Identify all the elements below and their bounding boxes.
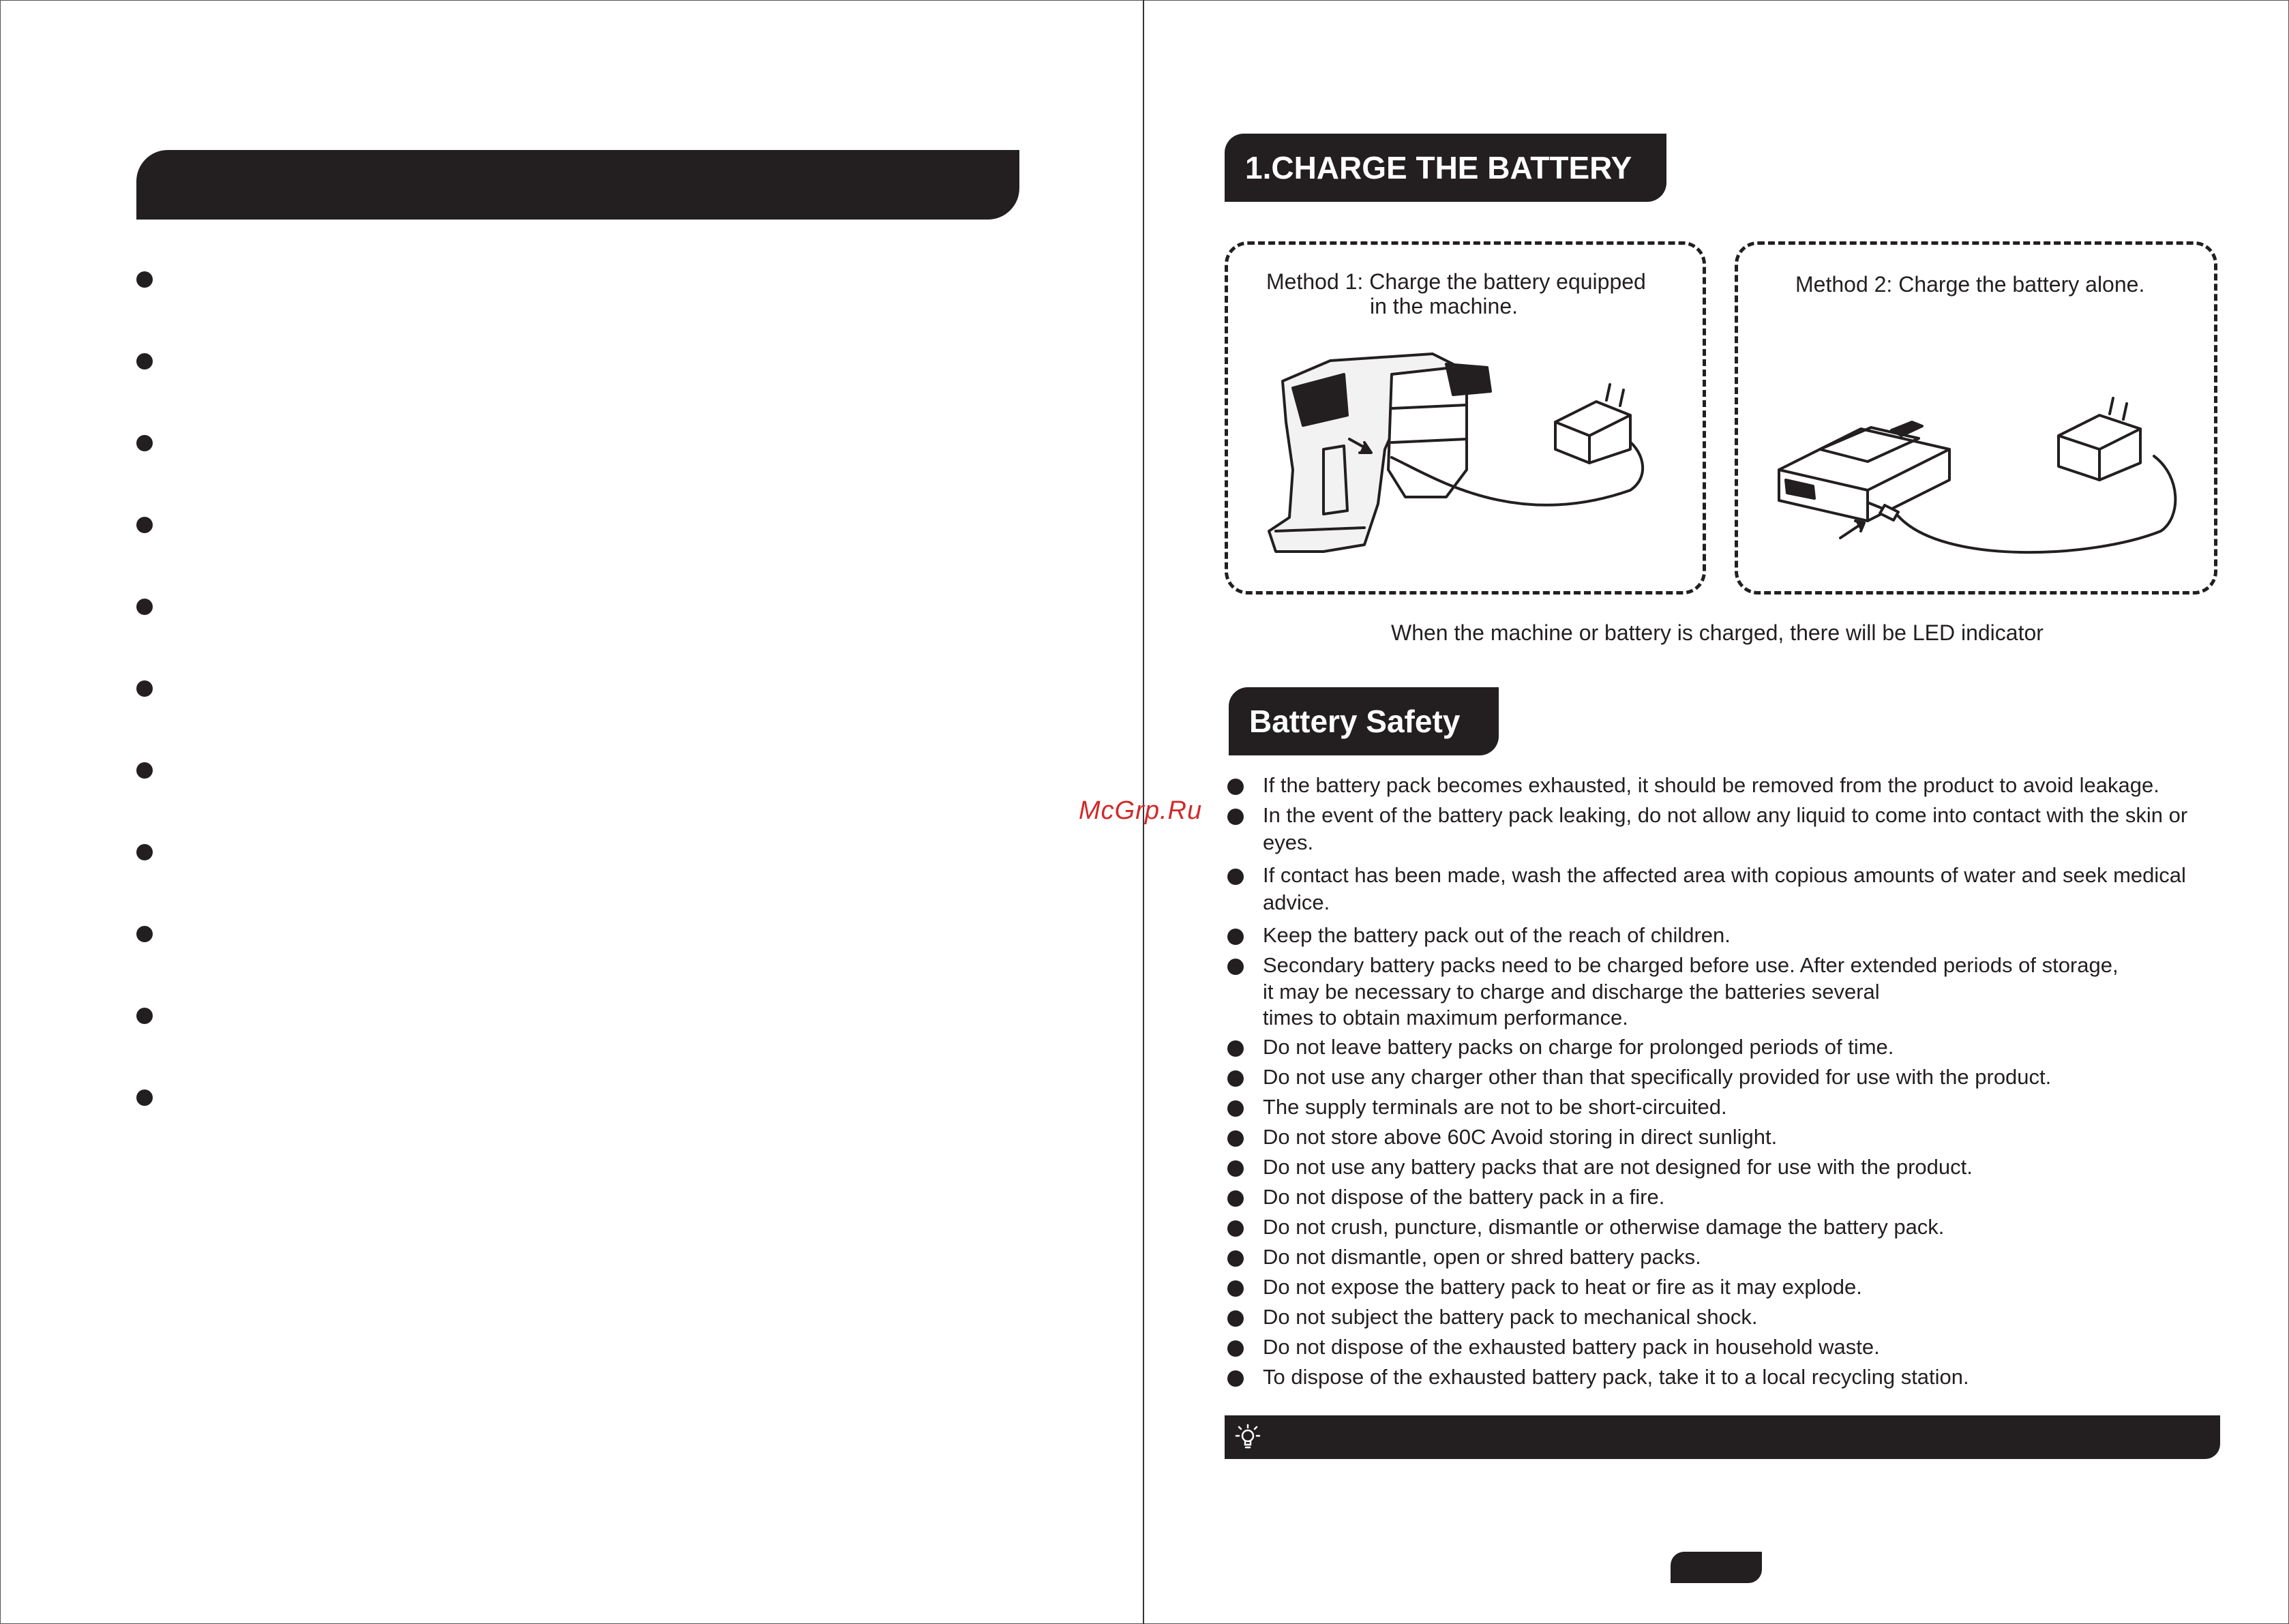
bullet-dot-icon: [1227, 869, 1244, 885]
method-1-panel: [1225, 241, 1706, 595]
list-item-text: In the event of the battery pack leaking, do not allow any liquid to come into contact with the skin or eyes.: [1263, 803, 2188, 854]
bullet-dot-icon: [1227, 1310, 1244, 1327]
list-item-text: Do not dispose of the battery pack in a fire.: [1263, 1185, 1665, 1209]
battery-charging-illustration: [1738, 245, 2214, 591]
bullet-dot-icon: [1227, 809, 1244, 825]
bullet-dot-icon: [1227, 1130, 1244, 1147]
list-item-text: To dispose of the exhausted battery pack, take it to a local recycling station.: [1263, 1365, 1969, 1389]
method-1-caption-line2: in the machine.: [1370, 294, 1518, 318]
bullet-dot-icon: [136, 844, 153, 860]
bullet-dot-icon: [1227, 1070, 1244, 1087]
bullet-dot-icon: [1227, 929, 1244, 945]
bullet-dot-icon: [136, 680, 153, 697]
bullet-dot-icon: [136, 599, 153, 615]
method-1-caption-line1: Method 1: Charge the battery equipped: [1266, 269, 1646, 294]
bullet-dot-icon: [136, 517, 153, 533]
vacuum-charging-illustration: [1228, 245, 1703, 591]
list-item-text: Do not crush, puncture, dismantle or otherwise damage the battery pack.: [1263, 1215, 1945, 1239]
led-indicator-note: When the machine or battery is charged, there will be LED indicator: [1391, 620, 2044, 645]
page-number-tab: [1671, 1552, 1762, 1583]
tip-bar: [1225, 1415, 2220, 1459]
bullet-dot-icon: [1227, 1160, 1244, 1177]
bullet-dot-icon: [1227, 1100, 1244, 1117]
bullet-dot-icon: [136, 271, 153, 288]
list-item-text: Do not store above 60C Avoid storing in direct sunlight.: [1263, 1125, 1778, 1149]
bullet-dot-icon: [136, 762, 153, 779]
bullet-dot-icon: [1227, 1370, 1244, 1387]
bullet-dot-icon: [1227, 1280, 1244, 1297]
bullet-dot-icon: [136, 1089, 153, 1106]
section-title-battery-safety: [1229, 687, 1499, 755]
bullet-dot-icon: [136, 926, 153, 942]
list-item-text: Do not leave battery packs on charge for prolonged periods of time.: [1263, 1035, 1894, 1059]
list-item-text: Do not use any battery packs that are not designed for use with the product.: [1263, 1155, 1973, 1179]
list-item-text: Secondary battery packs need to be charged before use. After extended periods of storage, it may be necessary to charge and discharge the batteries several times to obtain maximum performance.: [1263, 953, 2119, 1029]
list-item-text: Keep the battery pack out of the reach of children.: [1263, 923, 1731, 947]
left-page-header-bar: [136, 150, 1019, 220]
section-title-text: 1.CHARGE THE BATTERY: [1245, 150, 1632, 185]
bullet-dot-icon: [1227, 1340, 1244, 1357]
list-item-text: Do not dispose of the exhausted battery pack in household waste.: [1263, 1335, 1880, 1359]
list-item-text: Do not dismantle, open or shred battery packs.: [1263, 1245, 1701, 1269]
bullet-dot-icon: [1227, 1250, 1244, 1267]
list-item-text: If contact has been made, wash the affected area with copious amounts of water and seek medical advice.: [1263, 863, 2186, 914]
section-title-text: Battery Safety: [1249, 704, 1461, 739]
list-item-text: If the battery pack becomes exhausted, it should be removed from the product to avoid leakage.: [1263, 773, 2159, 797]
list-item-text: The supply terminals are not to be short-circuited.: [1263, 1095, 1727, 1119]
bullet-dot-icon: [136, 435, 153, 451]
list-item-text: Do not expose the battery pack to heat or fire as it may explode.: [1263, 1275, 1862, 1299]
method-2-caption-line1: Method 2: Charge the battery alone.: [1795, 272, 2145, 297]
section-title-charge: [1225, 134, 1666, 202]
bullet-dot-icon: [136, 1008, 153, 1024]
method-2-panel: [1735, 241, 2217, 595]
bullet-dot-icon: [1227, 1220, 1244, 1237]
bullet-dot-icon: [1227, 1190, 1244, 1207]
bullet-dot-icon: [136, 353, 153, 370]
watermark-text: McGrp.Ru: [1079, 796, 1203, 825]
list-item-text: Do not subject the battery pack to mechanical shock.: [1263, 1305, 1758, 1329]
list-item-text: Do not use any charger other than that specifically provided for use with the product.: [1263, 1065, 2052, 1089]
bullet-dot-icon: [1227, 959, 1244, 975]
lightbulb-icon: [1233, 1422, 1263, 1452]
bullet-dot-icon: [1227, 1040, 1244, 1057]
bullet-dot-icon: [1227, 779, 1244, 795]
